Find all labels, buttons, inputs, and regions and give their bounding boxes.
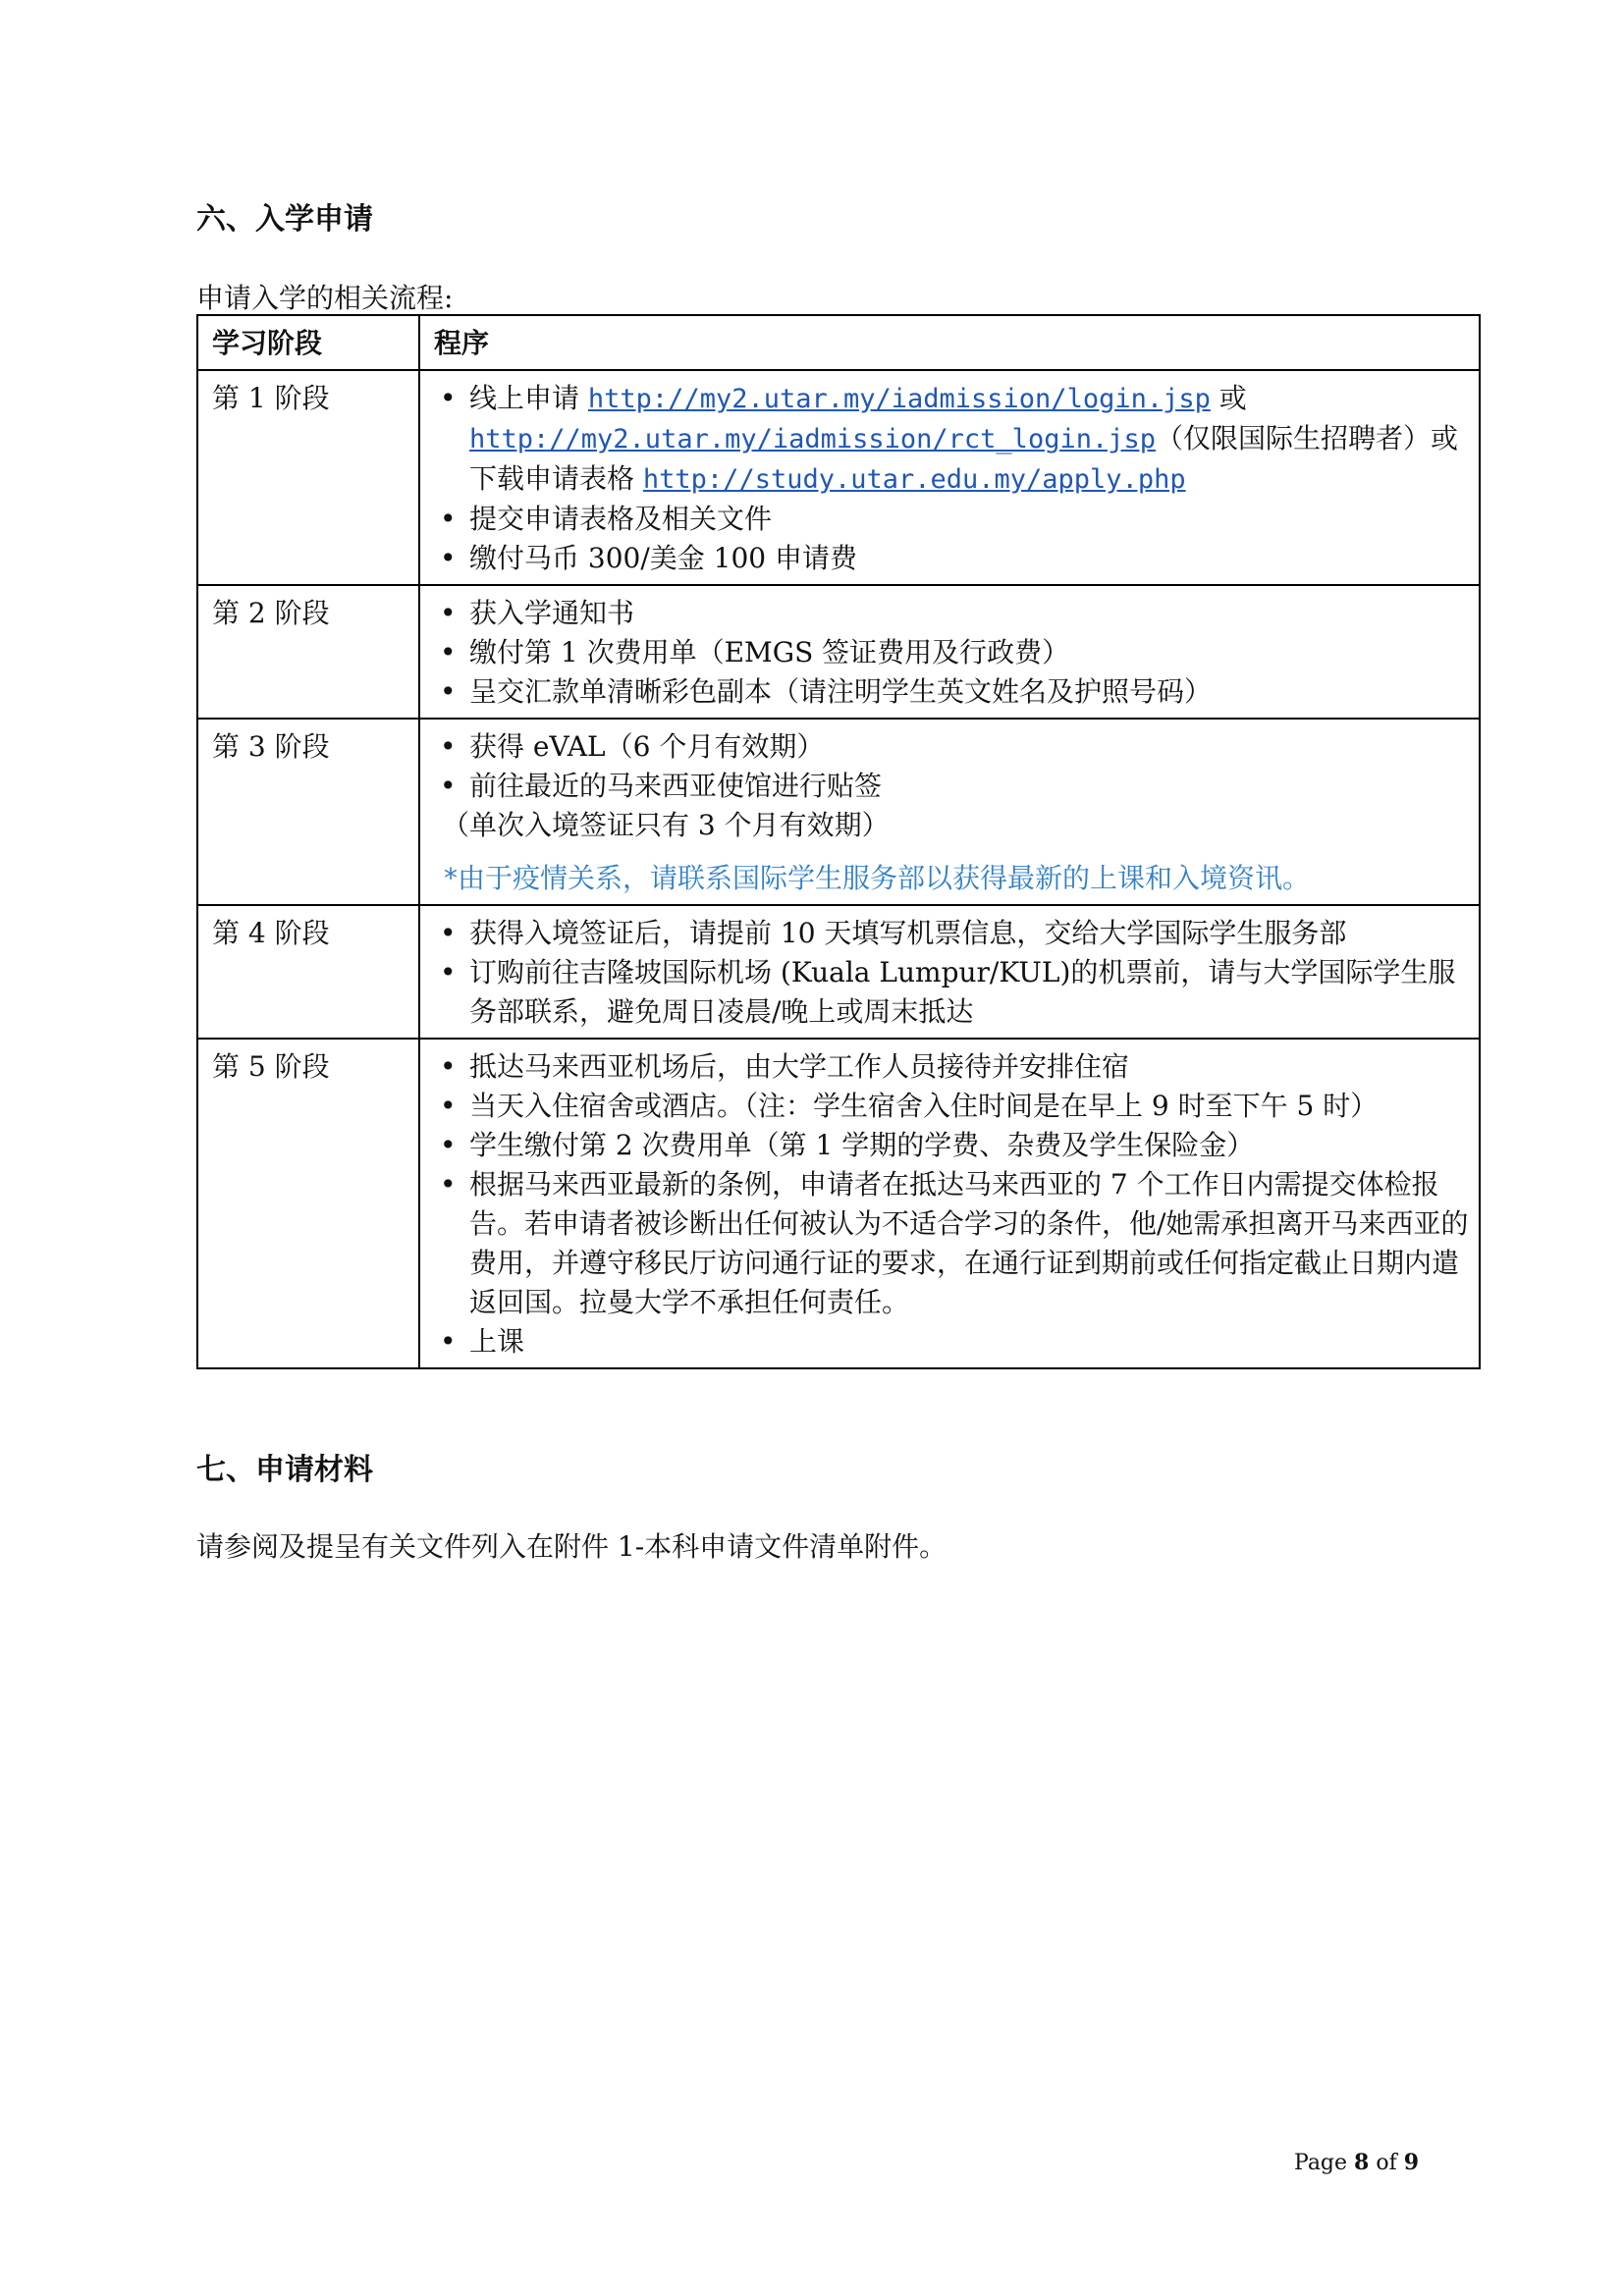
procedure-list (434, 1047, 1469, 1362)
list-item: • 前往最近的马来西亚使馆进行贴签 (434, 767, 1469, 806)
list-item: • 获得入境签证后，请提前 10 天填写机票信息，交给大学国际学生服务部 (434, 914, 1469, 953)
procedure-list (434, 379, 1469, 578)
section6-intro: 申请入学的相关流程: (196, 282, 454, 314)
pandemic-notice: *由于疫情关系，请联系国际学生服务部以获得最新的上课和入境资讯。 (444, 862, 1311, 894)
list-item: • 获得 eVAL（6 个月有效期） (434, 727, 1469, 767)
list-item-text: 线上申请 (469, 382, 588, 414)
stage-label: 第 3 阶段 (197, 719, 419, 905)
procedure-cell (419, 370, 1480, 585)
apply-form-link[interactable]: http://study.utar.edu.my/apply.php (642, 464, 1186, 495)
footer-of-word: of (1376, 2151, 1397, 2175)
visa-validity-note: （单次入境签证只有 3 个月有效期） (442, 809, 890, 841)
procedure-list (434, 914, 1469, 1032)
list-item: • 学生缴付第 2 次费用单（第 1 学期的学费、杂费及学生保险金） (434, 1126, 1469, 1165)
procedure-cell (419, 1039, 1480, 1368)
footer-current-page: 8 (1354, 2150, 1370, 2175)
list-item: • 呈交汇款单清晰彩色副本（请注明学生英文姓名及护照号码） (434, 672, 1469, 712)
list-item: • 缴付马币 300/美金 100 申请费 (434, 539, 1469, 578)
table-row (197, 1039, 1480, 1368)
section7-paragraph: 请参阅及提呈有关文件列入在附件 1-本科申请文件清单附件。 (196, 1530, 947, 1563)
list-item: • 上课 (434, 1322, 1469, 1362)
list-item: • 根据马来西亚最新的条例，申请者在抵达马来西亚的 7 个工作日内需提交体检报告。若申请者被诊断出任何被认为不适合学习的条件，他/她需承担离开马来西亚的费用，并遵守移民厅访问通行证的要求，在通行证到期前或任何指定截止日期内遣返回国。拉曼大学不承担任何责任。 (434, 1165, 1469, 1322)
table-row (197, 370, 1480, 585)
table-row (197, 905, 1480, 1039)
procedure-cell (419, 905, 1480, 1039)
list-item-text: （仅限国际生招聘者）或下载申请表格 (469, 422, 1458, 495)
column-header-procedure: 程序 (419, 315, 1480, 370)
admission-procedure-table (196, 314, 1481, 1369)
table-row (197, 585, 1480, 719)
table-header-row (197, 315, 1480, 370)
procedure-cell (419, 719, 1480, 905)
stage-label: 第 1 阶段 (197, 370, 419, 585)
page-footer (1294, 2150, 1419, 2175)
table-row (197, 719, 1480, 905)
procedure-cell (419, 585, 1480, 719)
procedure-list (434, 727, 1469, 806)
list-item: • 提交申请表格及相关文件 (434, 500, 1469, 539)
list-item: • 抵达马来西亚机场后，由大学工作人员接待并安排住宿 (434, 1047, 1469, 1087)
stage-label: 第 2 阶段 (197, 585, 419, 719)
list-item: • 订购前往吉隆坡国际机场 (Kuala Lumpur/KUL)的机票前，请与大学国际学生服务部联系，避免周日凌晨/晚上或周末抵达 (434, 953, 1469, 1032)
procedure-list (434, 594, 1469, 712)
online-application-link[interactable]: http://my2.utar.my/iadmission/login.jsp (587, 384, 1211, 414)
column-header-stage: 学习阶段 (197, 315, 419, 370)
stage-label: 第 4 阶段 (197, 905, 419, 1039)
section7-heading: 七、申请材料 (196, 1453, 373, 1487)
list-item-text: 或 (1210, 382, 1247, 414)
list-item: • 当天入住宿舍或酒店。（注：学生宿舍入住时间是在早上 9 时至下午 5 时） (434, 1087, 1469, 1126)
list-item: • 缴付第 1 次费用单（EMGS 签证费用及行政费） (434, 633, 1469, 672)
stage-label: 第 5 阶段 (197, 1039, 419, 1368)
recruiter-login-link[interactable]: http://my2.utar.my/iadmission/rct_login.jsp (469, 424, 1156, 454)
footer-page-word: Page (1294, 2151, 1348, 2175)
footer-total-pages: 9 (1403, 2150, 1420, 2175)
list-item: • 获入学通知书 (434, 594, 1469, 633)
list-item (434, 379, 1469, 500)
section6-heading: 六、入学申请 (196, 202, 373, 237)
